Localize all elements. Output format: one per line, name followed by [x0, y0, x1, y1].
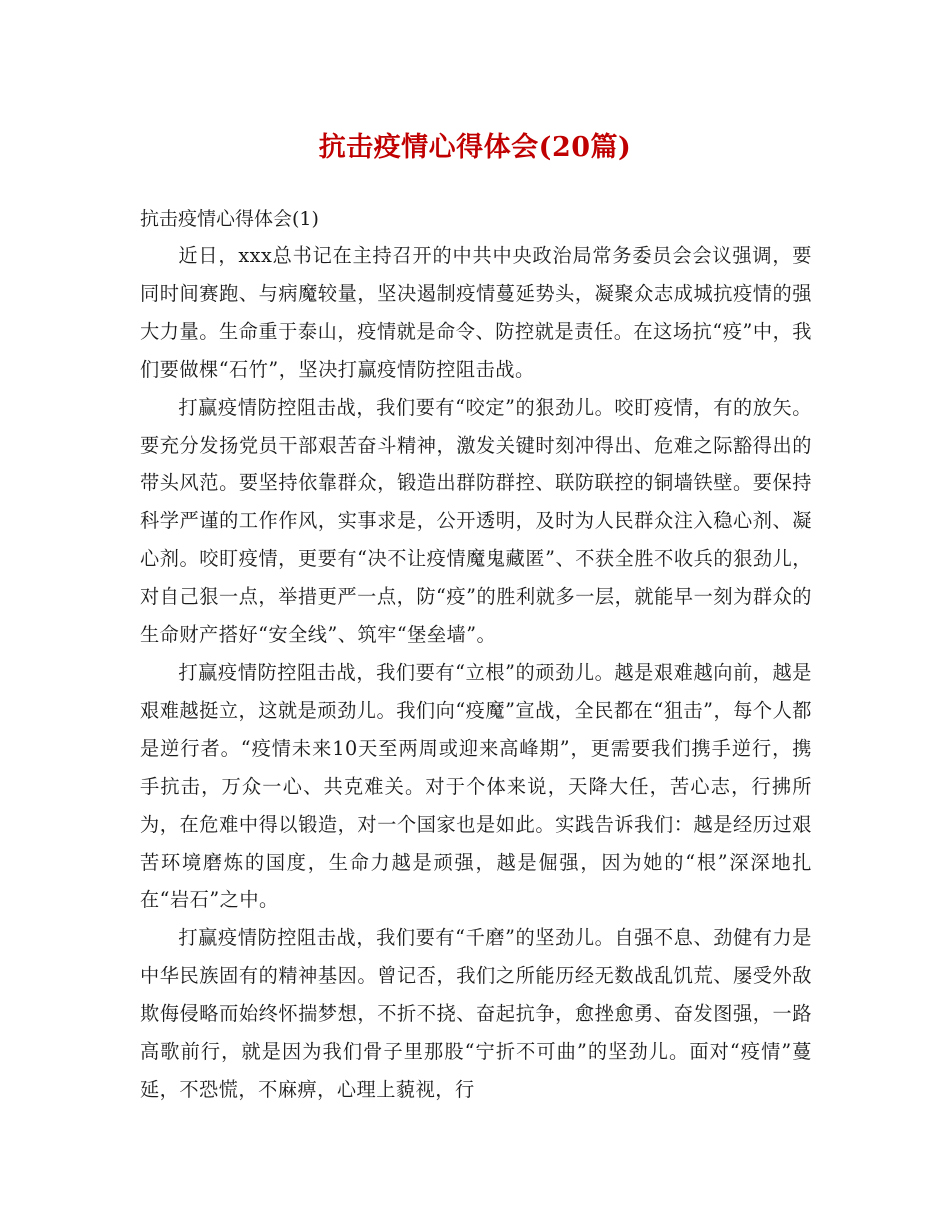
document-body [140, 237, 812, 1109]
paragraph: 打赢疫情防控阻击战，我们要有“咬定”的狠劲儿。咬盯疫情，有的放矢。要充分发扬党员干部艰苦奋斗精神，激发关键时刻冲得出、危难之际豁得出的带头风范。要坚持依靠群众，锻造出群防群控、联防联控的铜墙铁壁。要保持科学严谨的工作作风，实事求是，公开透明，及时为人民群众注入稳心剂、凝心剂。咬盯疫情，更要有“决不让疫情魔鬼藏匿”、不获全胜不收兵的狠劲儿，对自己狠一点，举措更严一点，防“疫”的胜利就多一层，就能早一刻为群众的生命财产搭好“安全线”、筑牢“堡垒墙”。 [140, 395, 812, 647]
paragraph: 近日，xxx总书记在主持召开的中共中央政治局常务委员会会议强调，要同时间赛跑、与病魔较量，坚决遏制疫情蔓延势头，凝聚众志成城抗疫情的强大力量。生命重于泰山，疫情就是命令、防控就是责任。在这场抗“疫”中，我们要做棵“石竹”，坚决打赢疫情防控阻击战。 [140, 244, 812, 381]
paragraph: 打赢疫情防控阻击战，我们要有“立根”的顽劲儿。越是艰难越向前，越是艰难越挺立，这就是顽劲儿。我们向“疫魔”宣战，全民都在“狙击”，每个人都是逆行者。“疫情未来10天至两周或迎来高峰期”，更需要我们携手逆行，携手抗击，万众一心、共克难关。对于个体来说，天降大任，苦心志，行拂所为，在危难中得以锻造，对一个国家也是如此。实践告诉我们：越是经历过艰苦环境磨炼的国度，生命力越是顽强，越是倔强，因为她的“根”深深地扎在“岩石”之中。 [140, 660, 812, 912]
document-title: 抗击疫情心得体会(20篇) [318, 132, 632, 163]
section-heading: 抗击疫情心得体会(1) [140, 208, 319, 230]
paragraph: 打赢疫情防控阻击战，我们要有“千磨”的坚劲儿。自强不息、劲健有力是中华民族固有的精神基因。曾记否，我们之所能历经无数战乱饥荒、屡受外敌欺侮侵略而始终怀揣梦想，不折不挠、奋起抗争，愈挫愈勇、奋发图强，一路高歌前行，就是因为我们骨子里那股“宁折不可曲”的坚劲儿。面对“疫情”蔓延，不恐慌，不麻痹，心理上藐视，行 [140, 926, 812, 1101]
